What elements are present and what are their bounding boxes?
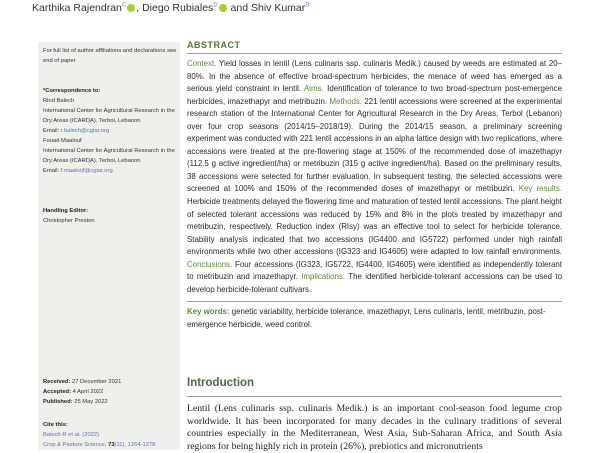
cite-journal: Crop & Pasture Science, [43,442,109,448]
abstract-body: Identification of tolerance to two broad-spectrum post-emergence herbicides, imazethapyr and metribuzin. [187,84,563,106]
abstract-label: Key results. [518,184,562,194]
abstract-text [187,58,562,296]
affiliation-mark: D [213,2,218,9]
divider [187,396,562,397]
author-name: Diego Rubiales [142,2,214,14]
contact-name: Rind Balech [43,98,75,104]
author-separator: , [136,2,143,14]
introduction-text: Lentil (Lens culinaris ssp. culinaris Medik.) is an important cool-season food legume crop worldwide. It has been incorporated for many decades in the culinary traditions of several countries especially in the Mediterranean, West Asia, Sub-Saharan Africa, and South Asia regions for being highly rich in protein (26%), prebiotics and micronutrients [187,403,562,452]
abstract-label: Context. [187,59,217,68]
abstract-body: Herbicide treatments delayed the flowering time and maturation of tested lentil accessions. The plant height of selected tolerant accessions was reduced by 15% and 8% in the plots treated by imazethapyr and metribuzin, respectively. Reduction index (RIsy) was an effective tool to select for herbicide tolerance. Stability analysis indicated that two accessions (IG4400 and IG5722) performed under high rainfall environments while two other accessions (IG323 and IG4605) were adapted to low rainfall environments. [187,197,562,257]
email-link[interactable]: r.balech@cgiar.org [60,128,110,134]
abstract-body: The identified herbicide-tolerant accessions can be used to develop herbicide-tolerant cultivars. [187,272,562,294]
affiliation-mark: C [121,2,127,9]
orcid-icon[interactable] [127,4,135,12]
abstract-label: Aims. [304,84,324,94]
author-line [32,2,309,14]
editor-name: Christopher Preston [43,218,95,224]
cite-volume: 73 [108,442,115,448]
received-date: 27 December 2021 [70,379,122,385]
keywords-text: genetic variability, herbicide tolerance, imazethapyr, Lens culinaris, lentil, metribuzin, post-emergence herbicide, weed control. [187,307,546,329]
abstract-label: Conclusions. [187,259,233,269]
published-date: 25 May 2022 [72,399,108,405]
cite-authors: Balech R et al. (2022) [43,432,100,438]
citation-block [43,420,178,450]
email-label: Email: [43,168,61,174]
dates-block [43,377,178,407]
editor-label: Handling Editor: [43,208,89,214]
affiliation-mark: B [305,2,310,9]
author-name: Shiv Kumar [251,2,306,14]
abstract-body: Yield losses in lentil (Lens culinaris ssp. culinaris Medik.) caused by weeds are estimated at 20–80%. In the absence of effective broad-spectrum herbicides, the menace of weed has emerged as a serious yield constraint in lentil. [187,59,562,94]
cite-pages: (11), 1264-1278. [114,442,157,448]
cite-label: Cite this: [43,422,68,428]
orcid-icon[interactable] [219,4,227,12]
correspondence-block [43,86,178,176]
abstract-body: Four accessions (IG323, IG5722, IG4400, IG4605) were identified as independently tolerant to metribuzin and imazethapyr. [187,259,562,282]
editor-block [43,206,178,226]
author-name: Karthika Rajendran [32,2,122,14]
abstract-body: 221 lentil accessions were screened at the experimental research station of the International Center for Agricultural Research in the Dry Areas, Terbol (Lebanon) over four crop seasons (2014/15–2018/19). During the 2014/15 season, a preliminary screening experiment was conducted with 221 lentil accessions in an alpha lattice design with two replications, where accessions were treated at the pre-flowering stage at 150% of the recommended dose of imazethapyr (112.5 g active ingredient/ha) or metribuzin (315 g active ingredient/ha). Based on the preliminary results, 38 accessions were selected for further evaluation. In subsequent testing, the selected accessions were screened at 100% and 150% of the recommended doses of imazethapyr or metribuzin. [187,96,562,194]
divider [187,301,562,302]
keywords-label: Key words: [187,307,230,317]
email-label: Email: [43,128,61,134]
abstract-label: Implications. [301,272,346,282]
divider [187,53,562,54]
abstract-heading: ABSTRACT [187,40,241,50]
introduction-heading: Introduction [187,377,255,389]
abstract-section [187,40,562,331]
affiliation-note: For full list of author affiliations and declarations see end of paper [43,48,177,64]
email-link[interactable]: f.maalouf@cgiar.org [60,168,113,174]
accepted-label: Accepted: [43,389,72,395]
contact-name: Fouad Maalouf [43,138,82,144]
contact-org: International Center for Agricultural Research in the Dry Areas (ICARDA), Terbol, Lebanon [43,148,175,164]
contact-org: International Center for Agricultural Research in the Dry Areas (ICARDA), Terbol, Lebanon [43,108,175,124]
keywords [187,306,562,331]
abstract-label: Methods. [329,96,362,106]
received-label: Received: [43,379,71,385]
published-label: Published: [43,399,73,405]
correspondence-label: *Correspondence to: [43,88,101,94]
sidebar-panel [38,42,180,450]
author-separator: and [227,2,251,14]
accepted-date: 4 April 2022 [71,389,104,395]
